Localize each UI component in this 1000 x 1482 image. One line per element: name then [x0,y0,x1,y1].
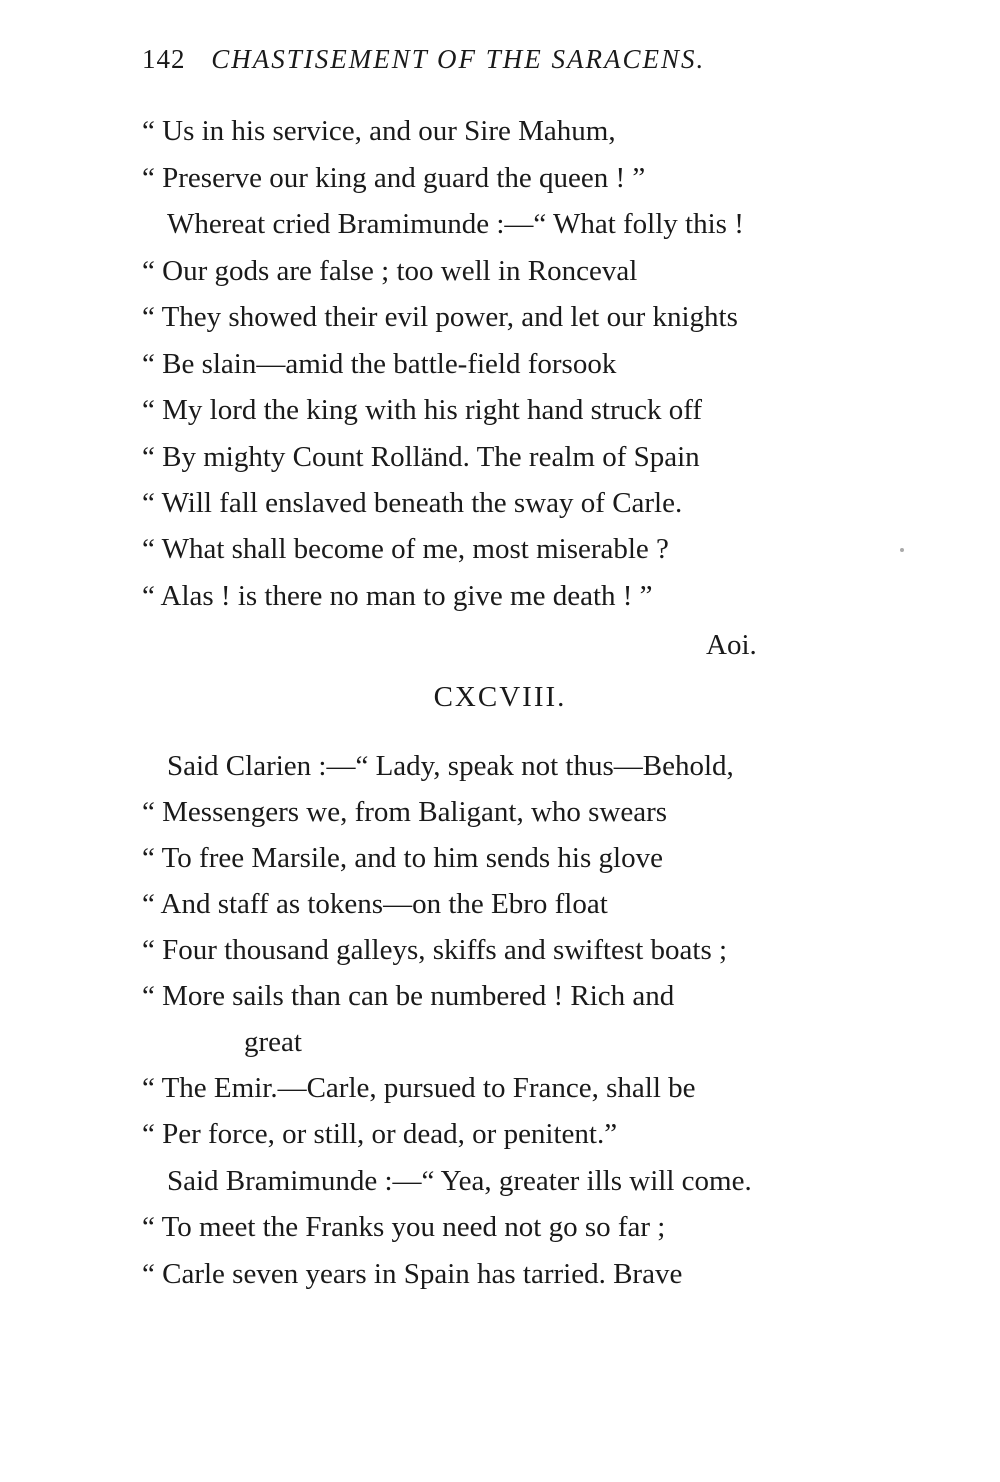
verse-line: “ What shall become of me, most miserable ? [142,533,669,565]
verse-line: “ By mighty Count Rolländ. The realm of Spain [142,441,700,473]
stanza-number: CXCVIII. [433,681,567,713]
margin-speck [900,548,904,552]
verse-line: “ Four thousand galleys, skiffs and swiftest boats ; [142,934,728,966]
verse-line: “ Messengers we, from Baligant, who swears [142,796,668,828]
running-title: CHASTISEMENT OF THE SARACENS. [211,44,706,74]
verse-line: “ Will fall enslaved beneath the sway of Carle. [142,487,683,519]
verse-line: Said Clarien :—“ Lady, speak not thus—Behold, [167,750,734,782]
page-number: 142 [142,44,186,74]
verse-line: “ Carle seven years in Spain has tarried. Brave [142,1258,683,1290]
verse-line: “ Be slain—amid the battle-field forsook [142,348,617,380]
verse-line: “ More sails than can be numbered ! Rich and [142,980,675,1012]
verse-line: “ The Emir.—Carle, pursued to France, shall be [142,1072,696,1104]
verse-line: “ My lord the king with his right hand struck off [142,394,703,426]
verse-line: “ Per force, or still, or dead, or penitent.” [142,1118,618,1150]
verse-line-continuation: great [244,1026,302,1058]
verse-line: “ Our gods are false ; too well in Ronceval [142,255,638,287]
verse-line: “ Us in his service, and our Sire Mahum, [142,115,616,147]
verse-line: “ Preserve our king and guard the queen ! ” [142,162,646,194]
verse-line: “ And staff as tokens—on the Ebro float [142,888,608,920]
verse-line: Whereat cried Bramimunde :—“ What folly this ! [167,208,744,240]
verse-line: “ They showed their evil power, and let our knights [142,301,738,333]
verse-line: “ To free Marsile, and to him sends his glove [142,842,663,874]
verse-line: “ Alas ! is there no man to give me death ! ” [142,580,653,612]
running-head [142,44,705,75]
verse-line: “ To meet the Franks you need not go so far ; [142,1211,666,1243]
refrain-aoi: Aoi. [706,629,757,661]
verse-line: Said Bramimunde :—“ Yea, greater ills will come. [167,1165,752,1197]
